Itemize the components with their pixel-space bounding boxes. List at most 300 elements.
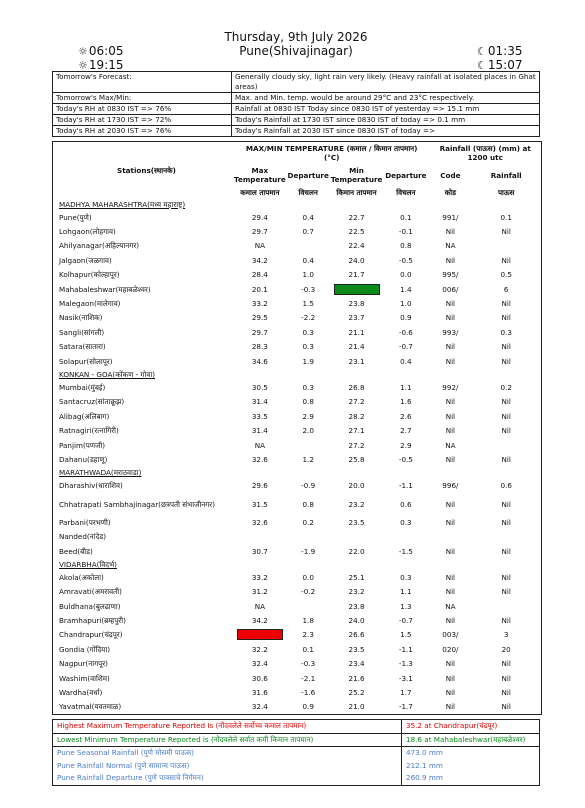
info-row: Today's RH at 0830 IST => 76% Rainfall at 0830 IST Today since 0830 IST of yesterday => 15.1 mm <box>53 104 540 115</box>
station-dep2: 1.6 <box>400 397 412 407</box>
station-row <box>53 515 541 529</box>
departure-header: Departure <box>287 170 329 180</box>
sunset-icon: ☼ <box>78 59 88 72</box>
station-code: NA <box>445 440 456 450</box>
station-dep <box>286 599 331 613</box>
station-rain: Nil <box>501 313 511 323</box>
station-max: 32.6 <box>251 454 268 464</box>
summary-highest: Highest Maximum Temperature Reported Is (नोंदवलेले सर्वोच्च कमाल तापमान) 35.2 at Chandrapur(चंद्रपूर) <box>53 720 540 734</box>
station-min: 21.1 <box>348 327 365 337</box>
station-row <box>53 657 541 671</box>
station-rain: Nil <box>501 702 511 712</box>
station-dep: -2.2 <box>301 313 316 323</box>
station-rain <box>471 239 541 253</box>
station-rain: Nil <box>501 342 511 352</box>
station-dep2: 0.8 <box>400 241 412 251</box>
station-rain: 20 <box>501 644 511 654</box>
station-code: 003/ <box>442 630 459 640</box>
station-row <box>53 239 541 253</box>
station-dep2: 0.3 <box>400 572 412 582</box>
station-row <box>53 479 541 493</box>
station-dep2: 1.1 <box>400 587 412 597</box>
station-code: Nil <box>445 673 456 683</box>
station-dep2: -0.5 <box>398 454 413 464</box>
station-row <box>53 224 541 238</box>
station-row <box>53 311 541 325</box>
station-code: 992/ <box>442 382 459 392</box>
station-dep2: 1.5 <box>400 630 412 640</box>
station-dep2: 1.4 <box>400 284 412 294</box>
station-min: 23.5 <box>348 517 365 527</box>
station-code: Nil <box>445 616 456 626</box>
station-max: 29.7 <box>251 327 268 337</box>
station-row <box>53 685 541 699</box>
section-header <box>53 368 541 380</box>
station-dep2: -0.7 <box>398 342 413 352</box>
station-max: 34.2 <box>251 616 268 626</box>
station-rain: Nil <box>501 397 511 407</box>
station-min: 20.0 <box>348 481 365 491</box>
station-min: 23.4 <box>348 659 365 669</box>
forecast-info-table <box>52 71 540 137</box>
station-dep2: -1.1 <box>398 644 413 654</box>
station-min: 22.4 <box>348 241 365 251</box>
station-dep: 0.4 <box>302 255 314 265</box>
station-rain: Nil <box>501 572 511 582</box>
moonrise-icon: ☾ <box>477 45 487 58</box>
station-max: NA <box>254 440 265 450</box>
station-row <box>53 253 541 267</box>
station-row <box>53 340 541 354</box>
section-header <box>53 198 541 210</box>
station-max: 30.7 <box>251 546 268 556</box>
station-table-body <box>53 198 541 714</box>
station-max: NA <box>254 241 265 251</box>
station-code: Nil <box>445 227 456 237</box>
station-dep: 0.9 <box>302 702 314 712</box>
report-header <box>52 28 540 72</box>
station-name: Mumbai(मुंबई) <box>59 382 106 392</box>
station-rain: Nil <box>501 299 511 309</box>
station-code: Nil <box>445 499 456 509</box>
station-name: Dharashiv(धाराशिव) <box>59 481 123 491</box>
station-name: Alibag(अलिबाग) <box>59 411 110 421</box>
section-header <box>53 558 541 570</box>
station-name: Mahabaleshwar(महाबळेश्वर) <box>59 284 151 294</box>
station-dep: 2.9 <box>302 411 314 421</box>
highest-max-highlight: 35.2 <box>237 629 283 640</box>
summary-table <box>52 719 540 786</box>
station-code: 020/ <box>442 644 459 654</box>
station-min: 23.8 <box>348 601 365 611</box>
station-row <box>53 642 541 656</box>
station-code: Nil <box>445 659 456 669</box>
station-code: Nil <box>445 572 456 582</box>
station-name: Chandrapur(चंद्रपूर) <box>59 630 123 640</box>
station-dep2: 1.3 <box>400 601 412 611</box>
rainfall-header: Rainfall <box>490 170 522 180</box>
station-code: Nil <box>445 255 456 265</box>
station-max: 31.4 <box>251 397 268 407</box>
station-dep2: -1.1 <box>398 481 413 491</box>
station-rain: Nil <box>501 411 511 421</box>
station-row <box>53 585 541 599</box>
station-row <box>53 599 541 613</box>
station-min: 26.8 <box>348 382 365 392</box>
station-min: 23.8 <box>348 299 365 309</box>
station-max: 32.6 <box>251 517 268 527</box>
min-header: Min Temperature <box>330 166 383 184</box>
station-code: Nil <box>445 426 456 436</box>
station-dep: -0.3 <box>301 659 316 669</box>
station-dep2: 0.4 <box>400 356 412 366</box>
station-dep2: -1.7 <box>398 702 413 712</box>
station-row <box>53 493 541 515</box>
station-min: 21.6 <box>348 673 365 683</box>
station-dep2: 0.1 <box>400 212 412 222</box>
station-dep: 2.0 <box>302 426 314 436</box>
station-max: 31.5 <box>251 499 268 509</box>
station-max: 31.4 <box>251 426 268 436</box>
station-max <box>234 529 286 543</box>
station-dep <box>286 239 331 253</box>
station-min: 21.7 <box>348 270 365 280</box>
station-code: Nil <box>445 546 456 556</box>
station-dep: 0.2 <box>302 517 314 527</box>
station-min: 22.0 <box>348 546 365 556</box>
station-code: Nil <box>445 299 456 309</box>
max-header-mr: कमाल तापमान <box>240 187 280 197</box>
station-dep: 0.3 <box>302 342 314 352</box>
rain-group-header: Rainfall (पाऊस) (mm) at 1200 utc <box>439 144 531 162</box>
station-max: 29.4 <box>251 212 268 222</box>
station-min: 23.7 <box>348 313 365 323</box>
station-name: Malegaon(मालेगाव) <box>59 299 121 309</box>
station-name: Akola(अकोला) <box>59 572 104 582</box>
code-header-mr: कोड <box>444 187 456 197</box>
station-min: 28.2 <box>348 411 365 421</box>
station-rain: Nil <box>501 454 511 464</box>
station-dep2: 1.0 <box>400 299 412 309</box>
info-row: Tomorrow's Max/Min: Max. and Min. temp. would be around 29°C and 23°C respectively. <box>53 93 540 104</box>
station-row <box>53 268 541 282</box>
station-max: 33.5 <box>251 411 268 421</box>
info-row: Today's RH at 2030 IST => 76% Today's Rainfall at 2030 IST since 0830 IST of today => <box>53 126 540 137</box>
station-name: Lohgaon(लोहगाव) <box>59 227 116 237</box>
info-row: Today's RH at 1730 IST => 72% Today's Rainfall at 1730 IST since 0830 IST of today => 0.1 mm <box>53 115 540 126</box>
station-rain: Nil <box>501 426 511 436</box>
station-max: 32.2 <box>251 644 268 654</box>
station-rain: 0.5 <box>500 270 512 280</box>
station-dep2: -1.5 <box>398 546 413 556</box>
station-min: 21.4 <box>348 342 365 352</box>
station-dep2: 0.3 <box>400 517 412 527</box>
station-table-wrap <box>52 141 542 715</box>
lowest-min-highlight: 18.6 <box>334 284 380 295</box>
section-name: MARATHWADA(मराठवाडा) <box>59 468 142 478</box>
station-rain: Nil <box>501 546 511 556</box>
station-dep: 1.9 <box>302 356 314 366</box>
station-row <box>53 409 541 423</box>
station-dep2: -0.7 <box>398 616 413 626</box>
station-max: 30.5 <box>251 382 268 392</box>
station-dep: 0.1 <box>302 644 314 654</box>
station-max: 34.6 <box>251 356 268 366</box>
station-min: 23.1 <box>348 356 365 366</box>
section-header <box>53 467 541 479</box>
station-row <box>53 570 541 584</box>
station-row <box>53 282 541 296</box>
station-rain: 0.6 <box>500 481 512 491</box>
station-dep2 <box>382 529 429 543</box>
station-max: 33.2 <box>251 299 268 309</box>
station-name: Panjim(पणजी) <box>59 440 106 450</box>
station-min: 25.2 <box>348 688 365 698</box>
station-dep: -2.1 <box>301 673 316 683</box>
station-dep2: 2.9 <box>400 440 412 450</box>
station-name: Ahilyanagar(अहिल्यानगर) <box>59 241 140 251</box>
section-name: VIDARBHA(विदर्भ) <box>59 559 117 569</box>
station-max: 29.7 <box>251 227 268 237</box>
sunrise: ☼06:05 <box>78 44 124 58</box>
station-dep2: 1.7 <box>400 688 412 698</box>
station-min: 23.5 <box>348 644 365 654</box>
station-name: Sangli(सांगली) <box>59 327 105 337</box>
station-dep2: -0.6 <box>398 327 413 337</box>
station-code: Nil <box>445 517 456 527</box>
station-code: Nil <box>445 342 456 352</box>
station-rain: Nil <box>501 517 511 527</box>
station-max: 29.6 <box>251 481 268 491</box>
stations-header: Stations(स्थानके) <box>117 165 176 175</box>
station-min: 27.1 <box>348 426 365 436</box>
summary-lowest: Lowest Minimum Temperature Reported is (नोंदवलेले सर्वात कमी किमान तापमान) 18.6 at Mahabaleshwar(महाबळेश्वर) <box>53 733 540 747</box>
station-row <box>53 613 541 627</box>
station-dep: 0.3 <box>302 382 314 392</box>
station-name: Satara(सातारा) <box>59 342 106 352</box>
station-rain: Nil <box>501 688 511 698</box>
station-min: 27.2 <box>348 440 365 450</box>
report-location: Pune(Shivajinagar) <box>239 44 353 58</box>
station-name: Kolhapur(कोल्हापूर) <box>59 270 120 280</box>
station-row <box>53 452 541 466</box>
station-rain <box>471 438 541 452</box>
station-min: 24.0 <box>348 616 365 626</box>
station-dep2: -0.1 <box>398 227 413 237</box>
departure2-header: Departure <box>385 170 427 180</box>
station-code: Nil <box>445 587 456 597</box>
max-header: Max Temperature <box>234 166 286 184</box>
summary-rainfall-departure: Pune Rainfall Departure (पुणे पावसाचे निर्गमन) 260.9 mm <box>53 772 540 785</box>
station-row <box>53 544 541 558</box>
station-code: 995/ <box>442 270 459 280</box>
station-max: 34.2 <box>251 255 268 265</box>
station-row <box>53 628 541 642</box>
station-dep: -1.6 <box>301 688 316 698</box>
station-name: Ratnagiri(रत्नागिरी) <box>59 426 119 436</box>
station-name: Santacruz(सांताक्रूझ) <box>59 397 125 407</box>
station-max: 20.1 <box>251 284 268 294</box>
station-dep2: -0.5 <box>398 255 413 265</box>
station-code: 006/ <box>442 284 459 294</box>
station-dep2: 1.1 <box>400 382 412 392</box>
station-dep2: 0.0 <box>400 270 412 280</box>
station-code: Nil <box>445 397 456 407</box>
moonrise: ☾01:35 <box>477 44 523 58</box>
station-min: 25.8 <box>348 454 365 464</box>
station-rain: 3 <box>503 630 509 640</box>
station-dep: 2.3 <box>302 630 314 640</box>
station-rain: 0.1 <box>500 212 512 222</box>
station-row <box>53 380 541 394</box>
temp-group-header: MAX/MIN TEMPERATURE (कमाल / किमान तापमान) (°C) <box>245 144 418 162</box>
report-date: Thursday, 9th July 2026 <box>224 30 368 44</box>
station-dep2: 0.9 <box>400 313 412 323</box>
station-rain <box>471 599 541 613</box>
station-row <box>53 529 541 543</box>
station-name: Parbani(परभणी) <box>59 517 111 527</box>
station-code: Nil <box>445 411 456 421</box>
station-row <box>53 210 541 224</box>
station-name: Beed(बीड) <box>59 546 93 556</box>
station-code: Nil <box>445 702 456 712</box>
station-min: 25.1 <box>348 572 365 582</box>
station-min: 24.0 <box>348 255 365 265</box>
station-rain: Nil <box>501 255 511 265</box>
dep2-header-mr: विचलन <box>396 187 416 197</box>
summary-seasonal-rainfall: Pune Seasonal Rainfall (पुणे मोसमी पाऊस) 473.0 mm <box>53 747 540 760</box>
station-row <box>53 671 541 685</box>
station-dep: -0.9 <box>301 481 316 491</box>
station-dep: 1.0 <box>302 270 314 280</box>
station-code: Nil <box>445 688 456 698</box>
station-name: Dahanu(डहाणू) <box>59 454 108 464</box>
station-max: 32.4 <box>251 702 268 712</box>
station-dep: 0.8 <box>302 499 314 509</box>
station-name: Chhatrapati Sambhajinagar(छत्रपती संभाजीनगर) <box>59 499 216 509</box>
station-dep: -0.3 <box>301 284 316 294</box>
station-max: 33.2 <box>251 572 268 582</box>
moonset: ☾15:07 <box>477 58 523 72</box>
station-code: 991/ <box>442 212 459 222</box>
rain-header-mr: पाऊस <box>497 187 515 197</box>
station-dep2: -3.1 <box>398 673 413 683</box>
station-name: Nasik(नाशिक) <box>59 313 103 323</box>
station-rain: Nil <box>501 659 511 669</box>
station-max: 32.4 <box>251 659 268 669</box>
station-name: Pune(पुणे) <box>59 212 92 222</box>
station-max: 31.2 <box>251 587 268 597</box>
station-dep2: 2.6 <box>400 411 412 421</box>
station-code: Nil <box>445 356 456 366</box>
station-min <box>331 529 383 543</box>
station-min: 23.2 <box>348 587 365 597</box>
station-rain: 6 <box>503 284 509 294</box>
station-row <box>53 423 541 437</box>
station-dep2: 2.7 <box>400 426 412 436</box>
station-name: Wardha(वर्धा) <box>59 688 103 698</box>
station-name: Yavatmal(यवतमाळ) <box>59 702 122 712</box>
station-row <box>53 395 541 409</box>
station-code: Nil <box>445 454 456 464</box>
station-min: 21.0 <box>348 702 365 712</box>
section-name: MADHYA MAHARASHTRA(मध्य महाराष्ट्र) <box>59 199 186 209</box>
station-row <box>53 438 541 452</box>
station-rain: Nil <box>501 356 511 366</box>
station-rain: Nil <box>501 587 511 597</box>
section-name: KONKAN - GOA(कोंकण - गोवा) <box>59 369 156 379</box>
sunset: ☼19:15 <box>78 58 124 72</box>
station-code: NA <box>445 241 456 251</box>
station-row <box>53 700 541 714</box>
station-rain: Nil <box>501 673 511 683</box>
station-name: Amravati(अमरावती) <box>59 587 122 597</box>
moonset-icon: ☾ <box>477 59 487 72</box>
dep-header-mr: विचलन <box>298 187 318 197</box>
info-row: Tomorrow's Forecast: Generally cloudy sky, light rain very likely. (Heavy rainfall at isolated places in Ghat areas) <box>53 72 540 93</box>
station-code: 996/ <box>442 481 459 491</box>
station-row <box>53 354 541 368</box>
station-dep2: 0.6 <box>400 499 412 509</box>
station-max <box>234 628 286 642</box>
station-min: 27.2 <box>348 397 365 407</box>
station-max: 29.5 <box>251 313 268 323</box>
station-dep: 0.7 <box>302 227 314 237</box>
station-min: 26.6 <box>348 630 365 640</box>
station-code <box>429 529 471 543</box>
station-dep: 1.5 <box>302 299 314 309</box>
station-rain: Nil <box>501 616 511 626</box>
station-max: 28.3 <box>251 342 268 352</box>
station-dep: 1.2 <box>302 454 314 464</box>
summary-rainfall-normal: Pune Rainfall Normal (पुणे सामान्य पाऊस) 212.1 mm <box>53 760 540 773</box>
station-code: NA <box>445 601 456 611</box>
station-name: Solapur(सोलापूर) <box>59 356 113 366</box>
station-row <box>53 325 541 339</box>
station-max: 28.4 <box>251 270 268 280</box>
station-rain: Nil <box>501 499 511 509</box>
station-row <box>53 296 541 310</box>
station-max: NA <box>254 601 265 611</box>
station-dep: 1.8 <box>302 616 314 626</box>
station-max: 30.6 <box>251 673 268 683</box>
station-rain: 0.2 <box>500 382 512 392</box>
station-dep <box>286 529 331 543</box>
station-min: 22.5 <box>348 227 365 237</box>
station-name: Gondia (गोंदिया) <box>59 644 110 654</box>
station-dep2: -1.3 <box>398 659 413 669</box>
station-name: Bramhapuri(ब्रम्हपुरी) <box>59 616 126 626</box>
station-code: 993/ <box>442 327 459 337</box>
station-rain: Nil <box>501 227 511 237</box>
station-min <box>331 282 383 296</box>
code-header: Code <box>440 170 461 180</box>
station-min: 22.7 <box>348 212 365 222</box>
station-name: Nagpur(नागपूर) <box>59 659 108 669</box>
station-table <box>53 142 541 714</box>
station-dep: -1.9 <box>301 546 316 556</box>
station-dep: 0.4 <box>302 212 314 222</box>
station-name: Buldhana(बुलढाणा) <box>59 601 121 611</box>
sunrise-icon: ☼ <box>78 45 88 58</box>
station-rain: 0.3 <box>500 327 512 337</box>
station-name: Nanded(नांदेड) <box>59 532 107 542</box>
station-code: Nil <box>445 313 456 323</box>
station-dep: 0.0 <box>302 572 314 582</box>
station-max: 31.6 <box>251 688 268 698</box>
station-min: 23.2 <box>348 499 365 509</box>
station-dep: -0.2 <box>301 587 316 597</box>
